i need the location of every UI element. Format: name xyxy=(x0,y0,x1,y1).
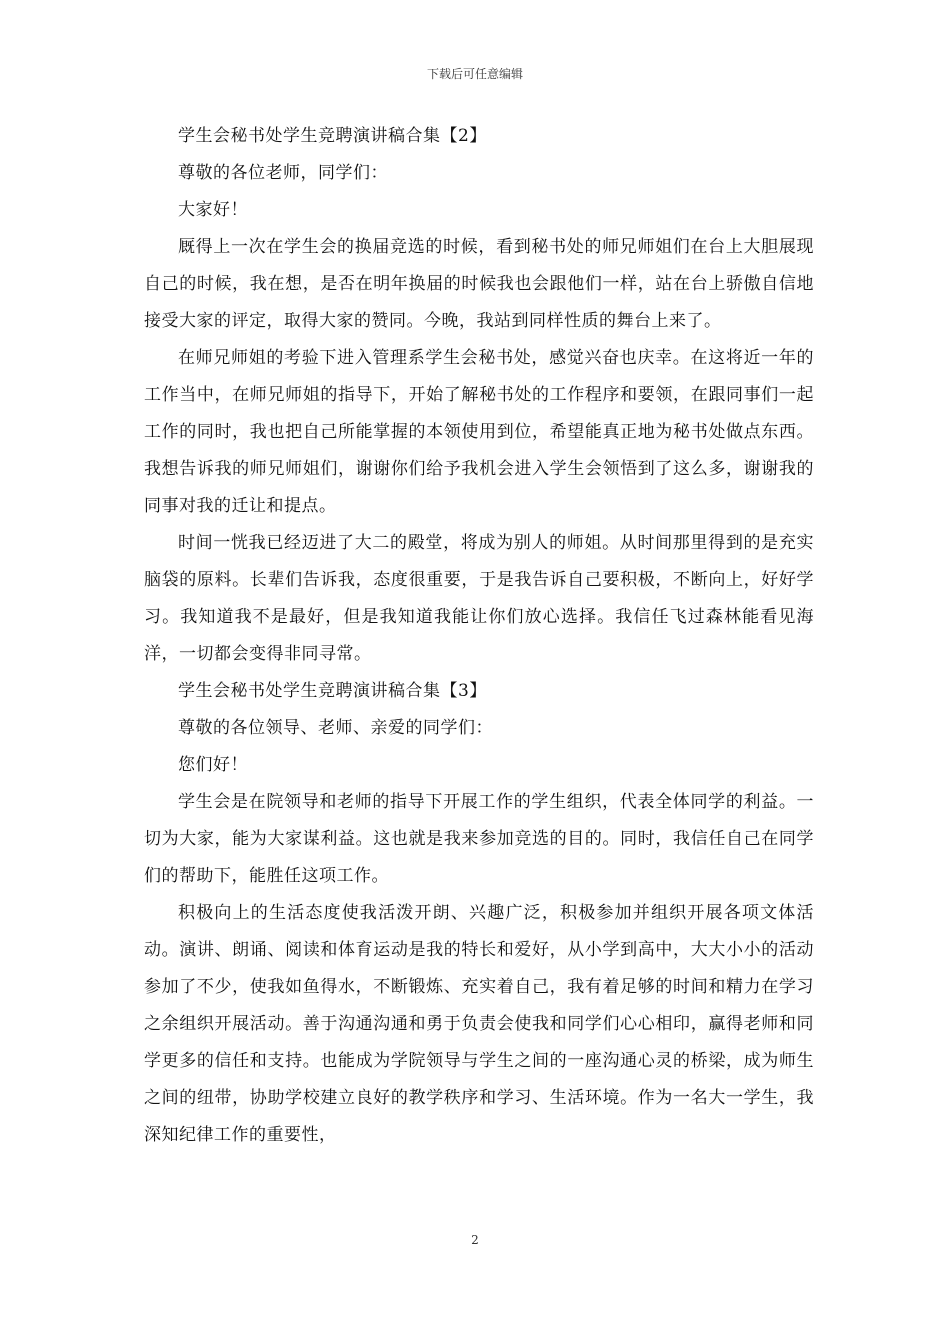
salutation: 尊敬的各位老师，同学们： xyxy=(178,163,388,183)
section-title-2: 学生会秘书处学生竞聘演讲稿合集【2】 xyxy=(178,126,487,146)
paragraph: 在师兄师姐的考验下进入管理系学生会秘书处，感觉兴奋也庆幸。在这将近一年的工作当中，在师兄师姐的指导下，开始了解秘书处的工作程序和要领，在跟同事们一起工作的同时，我也把自己所能掌握的本领使用到位，希望能真正地为秘书处做点东西。我想告诉我的师兄师姐们，谢谢你们给予我机会进入学生会领悟到了这么多，谢谢我的同事对我的迁让和提点。 xyxy=(144,348,814,516)
paragraph: 厩得上一次在学生会的换届竞选的时候，看到秘书处的师兄师姐们在台上大胆展现自己的时候，我在想，是否在明年换届的时候我也会跟他们一样，站在台上骄傲自信地接受大家的评定，取得大家的赞同。今晚，我站到同样性质的舞台上来了。 xyxy=(144,237,814,331)
page-number: 2 xyxy=(471,1233,479,1247)
paragraph: 积极向上的生活态度使我活泼开朗、兴趣广泛，积极参加并组织开展各项文体活动。演讲、朗诵、阅读和体育运动是我的特长和爱好，从小学到高中，大大小小的活动参加了不少，使我如鱼得水，不断锻炼、充实着自己，我有着足够的时间和精力在学习之余组织开展活动。善于沟通沟通和勇于负责会使我和同学们心心相印，赢得老师和同学更多的信任和支持。也能成为学院领导与学生之间的一座沟通心灵的桥梁，成为师生之间的纽带，协助学校建立良好的教学秩序和学习、生活环境。作为一名大一学生，我深知纪律工作的重要性， xyxy=(144,903,814,1145)
greeting: 大家好！ xyxy=(178,200,248,220)
paragraph: 时间一恍我已经迈进了大二的殿堂，将成为别人的师姐。从时间那里得到的是充实脑袋的原料。长辈们告诉我，态度很重要，于是我告诉自己要积极，不断向上，好好学习。我知道我不是最好，但是我知道我能让你们放心选择。我信任飞过森林能看见海洋，一切都会变得非同寻常。 xyxy=(144,533,814,664)
greeting: 您们好！ xyxy=(178,755,248,775)
document-body xyxy=(144,118,814,1154)
section-title-3: 学生会秘书处学生竞聘演讲稿合集【3】 xyxy=(178,681,487,701)
page-header: 下载后可任意编辑 xyxy=(426,67,523,81)
salutation: 尊敬的各位领导、老师、亲爱的同学们： xyxy=(178,718,493,738)
paragraph: 学生会是在院领导和老师的指导下开展工作的学生组织，代表全体同学的利益。一切为大家，能为大家谋利益。这也就是我来参加竞选的目的。同时，我信任自己在同学们的帮助下，能胜任这项工作。 xyxy=(144,792,814,886)
